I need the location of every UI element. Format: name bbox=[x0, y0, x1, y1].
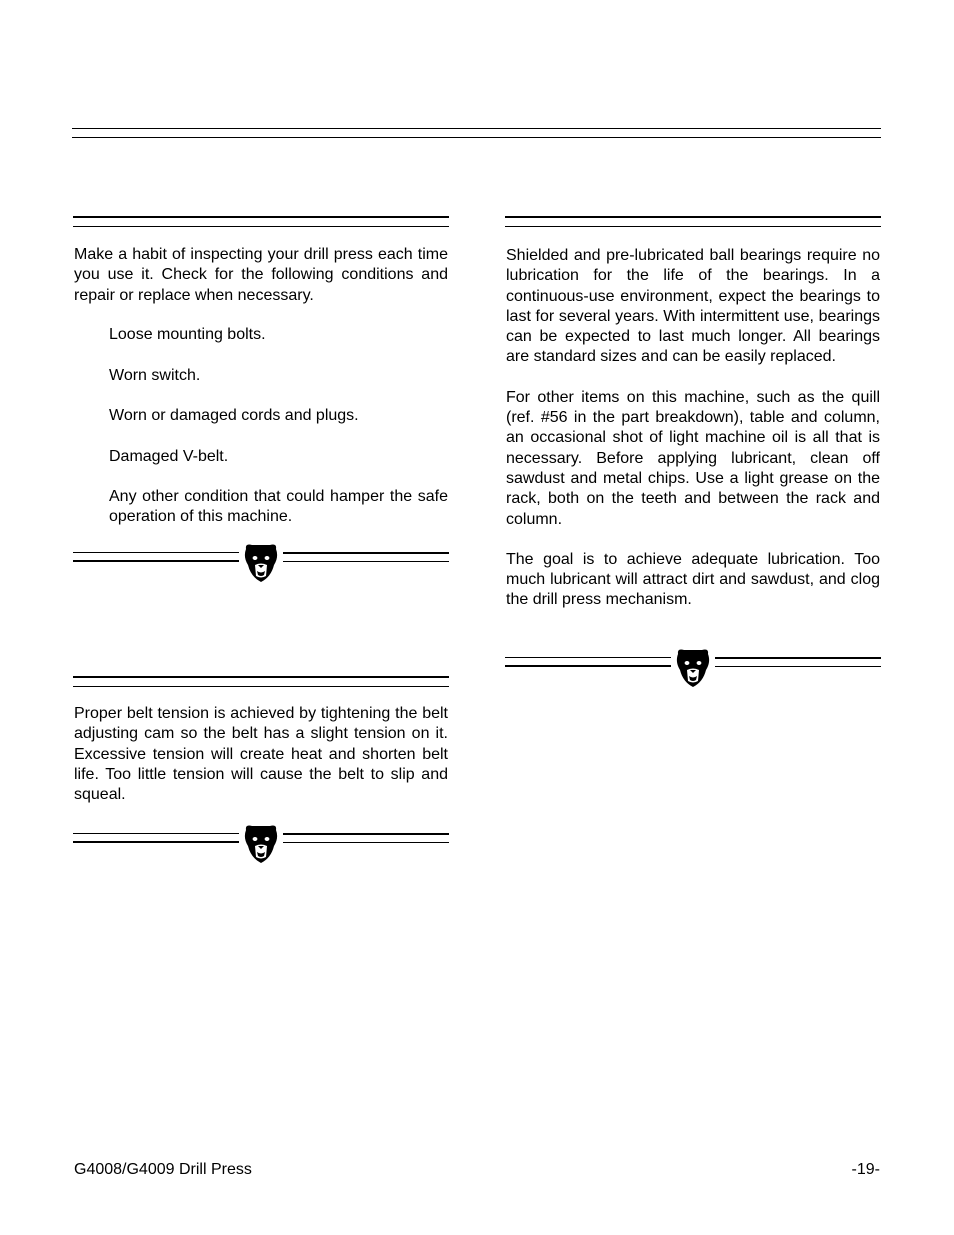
footer-page-number: -19- bbox=[851, 1161, 880, 1178]
header-rule-top bbox=[72, 128, 881, 129]
section-rule bbox=[73, 686, 449, 687]
oiling-paragraph: For other items on this machine, such as the quill (ref. #56 in the part breakdown), table and column, an occasional shot of light machine oil is all that is necessary. Before applying lubricant, clean off sawdust and metal chips. Use a light grease on the rack, both on the teeth and between the rack and column. bbox=[506, 388, 880, 528]
section-rule bbox=[73, 216, 449, 218]
list-item: Damaged V-belt. bbox=[109, 448, 229, 465]
section-rule bbox=[73, 226, 449, 227]
belt-tension-section bbox=[74, 704, 448, 805]
list-item: Any other condition that could hamper the safe operation of this machine. bbox=[109, 488, 448, 526]
header-rule-bottom bbox=[72, 137, 881, 138]
section-divider bbox=[73, 543, 449, 583]
belt-tension-text: Proper belt tension is achieved by tightening the belt adjusting cam so the belt has a slight tension on it. Excessive tension will create heat and shorten belt life. Too little tension will cause the belt to slip and squeal. bbox=[74, 705, 448, 804]
inspection-intro: Make a habit of inspecting your drill press each time you use it. Check for the following conditions and repair or replace when necessary. bbox=[74, 246, 448, 304]
section-rule bbox=[505, 226, 881, 227]
section-divider bbox=[73, 824, 449, 864]
list-item: Worn or damaged cords and plugs. bbox=[109, 407, 359, 424]
footer-model: G4008/G4009 Drill Press bbox=[74, 1161, 252, 1178]
bearings-paragraph: Shielded and pre-lubricated ball bearings require no lubrication for the life of the bearings. In a continuous-use environment, expect the bearings to last for several years. With intermittent use, bearings can be expected to last much longer. All bearings are standard sizes and can be easily replaced. bbox=[506, 247, 880, 366]
bear-head-icon bbox=[675, 648, 711, 688]
section-rule bbox=[505, 216, 881, 218]
inspection-section bbox=[74, 245, 448, 306]
section-divider bbox=[505, 648, 881, 688]
goal-paragraph: The goal is to achieve adequate lubrication. Too much lubricant will attract dirt and sawdust, and clog the drill press mechanism. bbox=[506, 550, 880, 609]
bear-head-icon bbox=[243, 824, 279, 864]
lubrication-section bbox=[506, 246, 880, 611]
list-item: Worn switch. bbox=[109, 367, 201, 384]
bear-head-icon bbox=[243, 543, 279, 583]
list-item: Loose mounting bolts. bbox=[109, 326, 266, 343]
section-rule bbox=[73, 676, 449, 678]
